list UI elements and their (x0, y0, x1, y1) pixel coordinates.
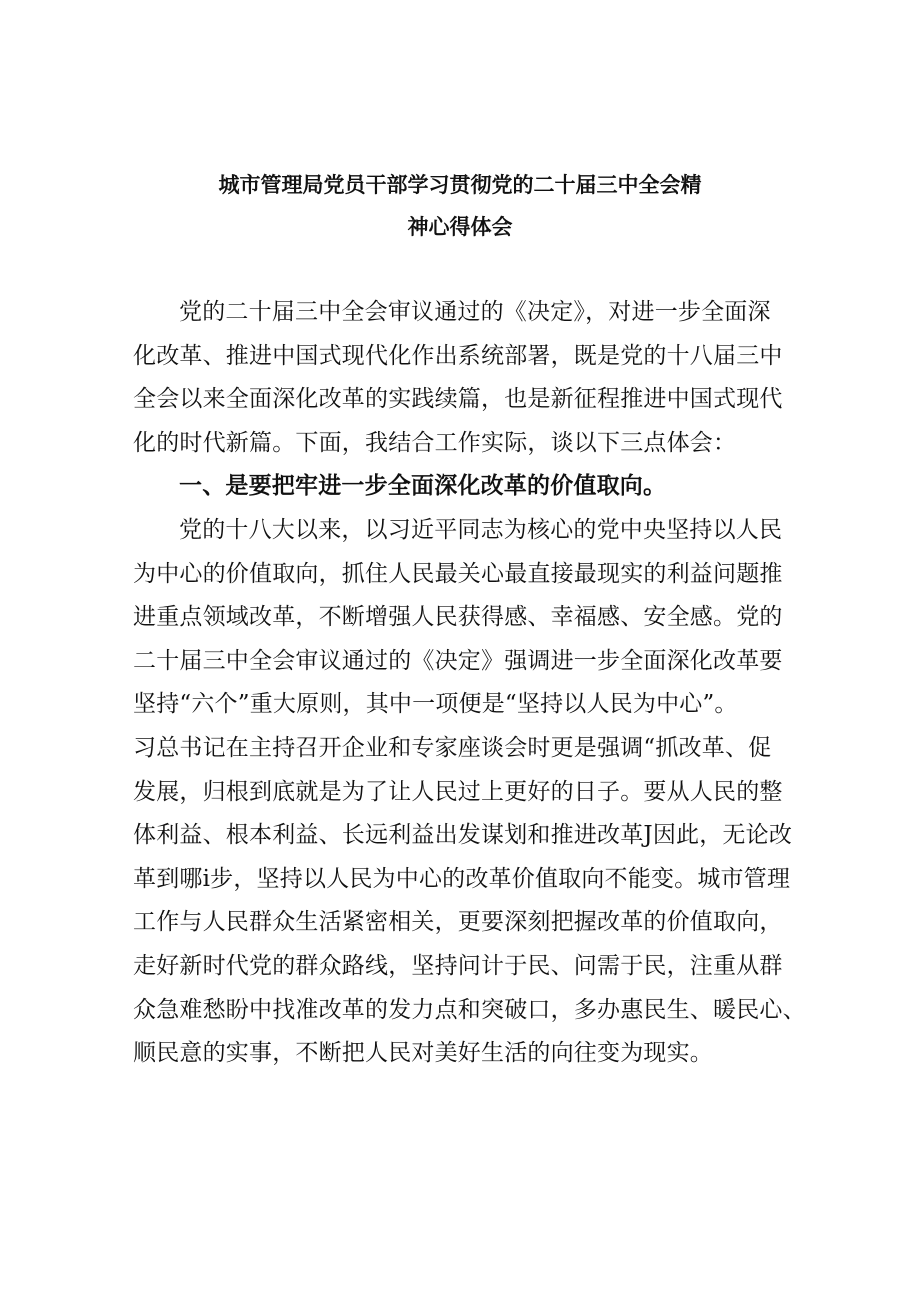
paragraph-line: 工作与人民群众生活紧密相关，更要深刻把握改革的价值取向， (133, 909, 783, 936)
paragraph-line: 走好新时代党的群众路线，坚持问计于民、问需于民，注重从群 (133, 952, 783, 979)
paragraph-line: 顺民意的实事，不断把人民对美好生活的向往变为现实。 (133, 1040, 713, 1067)
document-title-line-2: 神心得体会 (407, 215, 513, 239)
paragraph-line: 体利益、根本利益、长远利益出发谋划和推进改革J因此，无论改 (133, 822, 793, 849)
paragraph-line: 进重点领域改革，不断增强人民获得感、幸福感、安全感。党的 (133, 604, 783, 631)
document-title-line-1: 城市管理局党员干部学习贯彻党的二十届三中全会精 (218, 173, 702, 197)
paragraph-line: 党的十八大以来，以习近平同志为核心的党中央坚持以人民 (179, 516, 783, 543)
paragraph-line: 为中心的价值取向，抓住人民最关心最直接最现实的利益问题推 (133, 560, 783, 587)
paragraph-line: 革到哪i步，坚持以人民为中心的改革价值取向不能变。城市管理 (133, 865, 791, 892)
paragraph-line: 化的时代新篇。下面，我结合工作实际，谈以下三点体会： (133, 429, 737, 456)
paragraph-line: 化改革、推进中国式现代化作出系统部署，既是党的十八届三中 (133, 342, 783, 369)
document-body (133, 291, 806, 1076)
paragraph-line: 党的二十届三中全会审议通过的《决定》，对进一步全面深 (179, 299, 771, 325)
paragraph-line: 坚持“六个”重大原则，其中一项便是“坚持以人民为中心”。 (133, 691, 738, 718)
paragraph-line: 二十届三中全会审议通过的《决定》强调进一步全面深化改革要 (133, 647, 783, 674)
paragraph-line: 全会以来全面深化改革的实践续篇，也是新征程推进中国式现代 (133, 386, 783, 413)
section-heading: 一、是要把牢进一步全面深化改革的价值取向。 (179, 473, 667, 500)
paragraph-line: 习总书记在主持召开企业和专家座谈会时更是强调“抓改革、促 (133, 734, 772, 761)
paragraph-line: 发展，归根到底就是为了让人民过上更好的日子。要从人民的整 (133, 778, 783, 805)
paragraph-line: 众急难愁盼中找准改革的发力点和突破口，多办惠民生、暖民心、 (133, 996, 806, 1023)
